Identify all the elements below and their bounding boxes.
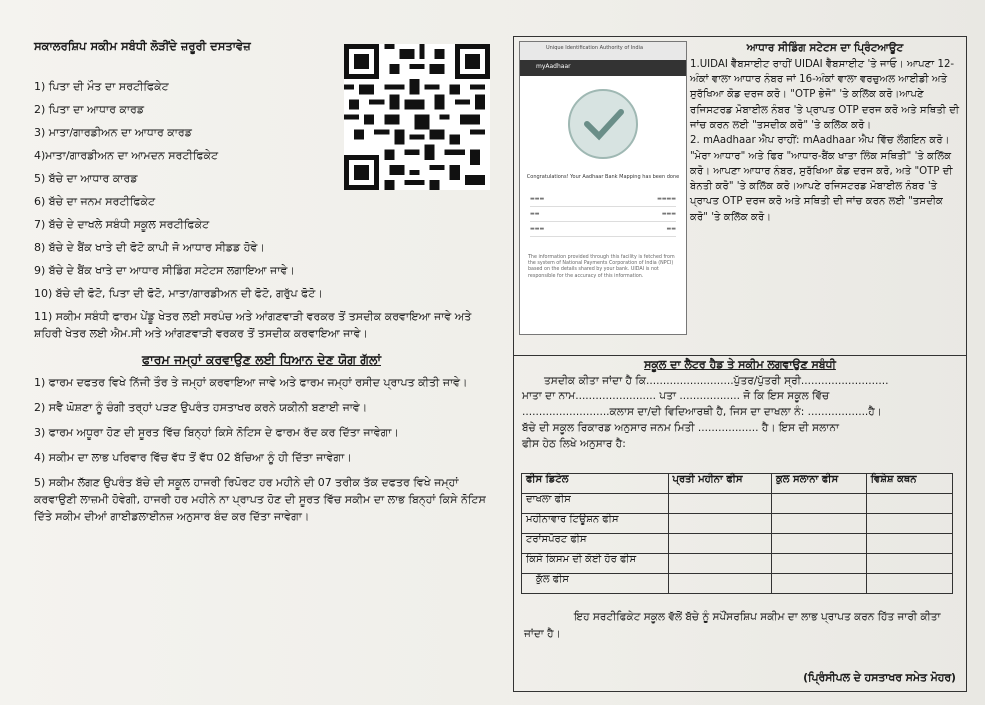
- certificate-line: ਫੀਸ ਹੇਠ ਲਿਖੇ ਅਨੁਸਾਰ ਹੈ:: [522, 438, 626, 451]
- document-item: 4)ਮਾਤਾ/ਗਾਰਡੀਅਨ ਦਾ ਆਮਦਨ ਸਰਟੀਫਿਕੇਟ: [34, 148, 219, 162]
- table-row: [522, 514, 953, 534]
- document-item: 6) ਬੱਚੇ ਦਾ ਜਨਮ ਸਰਟੀਫਿਕੇਟ: [34, 195, 156, 209]
- app-bar: [520, 60, 686, 76]
- certificate-statement: ਇਹ ਸਰਟੀਫਿਕੇਟ ਸਕੂਲ ਵੱਲੋਂ ਬੱਚੇ ਨੂੰ ਸਪੌਂਸਰਸ਼ਿਪ ਸਕੀਮ ਦਾ ਲਾਭ ਪ੍ਰਾਪਤ ਕਰਨ ਹਿੱਤ ਜਾਰੀ ਕੀਤਾ ਜਾਂਦਾ ਹੈ।: [524, 611, 941, 640]
- table-cell: [771, 534, 866, 554]
- app-detail-rows: [530, 192, 676, 237]
- document-item: 9) ਬੱਚੇ ਦੇ ਬੈਂਕ ਖਾਤੇ ਦਾ ਆਧਾਰ ਸੀਡਿੰਗ ਸਟੇਟਸ ਲਗਾਇਆ ਜਾਵੇ।: [34, 264, 295, 278]
- fee-type: ਕਿਸੇ ਕਿਸਮ ਦੀ ਕੋਈ ਹੋਰ ਫੀਸ: [522, 554, 669, 574]
- document-item: 10) ਬੱਚੇ ਦੀ ਫੋਟੋ, ਪਿਤਾ ਦੀ ਫੋਟੋ, ਮਾਤਾ/ਗਾਰਡੀਅਨ ਦੀ ਫੋਟੋ, ਗਰੁੱਪ ਫੋਟੋ।: [34, 287, 323, 301]
- aadhaar-step-app: 2. mAadhaar ਐਪ ਰਾਹੀਂ: mAadhaar ਐਪ ਵਿੱਚ ਲੌਗਇਨ ਕਰੋ। "ਮੇਰਾ ਆਧਾਰ" ਅਤੇ ਫਿਰ "ਆਧਾਰ-ਬੈਂਕ ਖਾਤਾ ਲਿੰਕ ਸਥਿਤੀ" 'ਤੇ ਕਲਿੱਕ ਕਰੋ। ਆਪਣਾ ਆਧਾਰ ਨੰਬਰ, ਸੁਰੱਖਿਆ ਕੋਡ ਦਰਜ ਕਰੋ, ਅਤੇ "OTP ਦੀ ਬੇਨਤੀ ਕਰੋ" 'ਤੇ ਕਲਿੱਕ ਕਰੋ।ਆਪਣੇ ਰਜਿਸਟਰਡ ਮੋਬਾਈਲ ਨੰਬਰ 'ਤੇ ਪ੍ਰਾਪਤ OTP ਦਰਜ ਕਰੋ ਅਤੇ ਸਥਿਤੀ ਦੀ ਜਾਂਚ ਕਰਨ ਲਈ "ਤਸਦੀਕ ਕਰੋ" 'ਤੇ ਕਲਿੱਕ ਕਰੋ।: [690, 135, 953, 223]
- table-cell: [866, 514, 952, 534]
- app-footnote: The information provided through this facility is fetched from the system of National Payments Corporation of India (NPCI) based on the details shared by your bank. UIDAI is not responsible for the accuracy of this information.: [528, 255, 675, 279]
- table-cell: [668, 554, 771, 574]
- qr-code: [344, 44, 490, 190]
- table-cell: [866, 494, 952, 514]
- aadhaar-step-website: 1.UIDAI ਵੈੱਬਸਾਈਟ ਰਾਹੀਂ UIDAI ਵੈੱਬਸਾਈਟ 'ਤੇ ਜਾਓ। ਆਪਣਾ 12-ਅੰਕਾਂ ਵਾਲਾ ਆਧਾਰ ਨੰਬਰ ਜਾਂ 16-ਅੰਕਾਂ ਵਾਲਾ ਵਰਚੁਅਲ ਆਈਡੀ ਅਤੇ ਸੁਰੱਖਿਆ ਕੋਡ ਦਰਜ ਕਰੋ। "OTP ਭੇਜੋ" 'ਤੇ ਕਲਿੱਕ ਕਰੋ।ਆਪਣੇ ਰਜਿਸਟਰਡ ਮੋਬਾਈਲ ਨੰਬਰ 'ਤੇ ਪ੍ਰਾਪਤ OTP ਦਰਜ ਕਰੋ ਅਤੇ ਸਥਿਤੀ ਦੀ ਜਾਂਚ ਕਰਨ ਲਈ "ਤਸਦੀਕ ਕਰੋ" 'ਤੇ ਕਲਿੱਕ ਕਰੋ।: [690, 58, 960, 131]
- table-header: ਫੀਸ ਡਿਟੇਲ: [522, 474, 669, 494]
- certificate-line: ਬੱਚੇ ਦੀ ਸਕੂਲ ਰਿਕਾਰਡ ਅਨੁਸਾਰ ਜਨਮ ਮਿਤੀ .................. ਹੈ। ਇਸ ਦੀ ਸਲਾਨਾ: [522, 422, 839, 435]
- table-row: [522, 534, 953, 554]
- note-item: 3) ਫਾਰਮ ਅਧੂਰਾ ਹੋਣ ਦੀ ਸੂਰਤ ਵਿੱਚ ਬਿਨ੍ਹਾਂ ਕਿਸੇ ਨੋਟਿਸ ਦੇ ਫਾਰਮ ਰੱਦ ਕਰ ਦਿੱਤਾ ਜਾਵੇਗਾ।: [34, 425, 399, 439]
- fee-type: ਟਰਾਂਸਪੋਰਟ ਫੀਸ: [522, 534, 669, 554]
- certificate-line: ਮਾਤਾ ਦਾ ਨਾਮ........................ ਪਤਾ .................. ਜੋ ਕਿ ਇਸ ਸਕੂਲ ਵਿੱਚ: [522, 390, 830, 403]
- table-header: ਵਿਸ਼ੇਸ਼ ਕਥਨ: [866, 474, 952, 494]
- app-title: Unique Identification Authority of India: [546, 45, 644, 51]
- table-cell: [771, 574, 866, 594]
- school-certificate-title: ਸਕੂਲ ਦਾ ਲੈਟਰ ਹੈਡ ਤੇ ਸਕੀਮ ਲਗਵਾਉਣ ਸਬੰਧੀ: [644, 358, 836, 371]
- fee-type: ਕੁੱਲ ਫੀਸ: [522, 574, 669, 594]
- table-cell: [771, 514, 866, 534]
- aadhaar-app-screenshot: [519, 41, 687, 335]
- document-item: 5) ਬੱਚੇ ਦਾ ਆਧਾਰ ਕਾਰਡ: [34, 172, 138, 185]
- app-detail-row: ▬▬▬ ▬▬▬▬: [530, 192, 676, 207]
- table-cell: [866, 534, 952, 554]
- table-cell: [668, 514, 771, 534]
- right-panel: [513, 36, 967, 692]
- app-success-message: Congratulations! Your Aadhaar Bank Mapping has been done: [526, 174, 680, 180]
- table-header-row: [522, 474, 953, 494]
- table-row: [522, 554, 953, 574]
- table-row: [522, 574, 953, 594]
- table-header: ਪ੍ਰਤੀ ਮਹੀਨਾ ਫੀਸ: [668, 474, 771, 494]
- app-detail-row: ▬▬▬ ▬▬: [530, 222, 676, 237]
- school-certificate: [514, 357, 966, 453]
- app-detail-row: ▬▬ ▬▬▬: [530, 207, 676, 222]
- app-bar-label: myAadhaar: [536, 63, 571, 70]
- divider: [514, 355, 966, 356]
- document-item: 2) ਪਿਤਾ ਦਾ ਆਧਾਰ ਕਾਰਡ: [34, 102, 145, 116]
- note-item: 5) ਸਕੀਮ ਲੱਗਣ ਉਪਰੰਤ ਬੱਚੇ ਦੀ ਸਕੂਲ ਹਾਜਰੀ ਰਿਪੋਰਟ ਹਰ ਮਹੀਨੇ ਦੀ 07 ਤਰੀਕ ਤੱਕ ਦਫਤਰ ਵਿਖੇ ਜਮ੍ਹਾਂ ਕਰਵਾਉਣੀ ਲਾਜ਼ਮੀ ਹੋਵੇਗੀ, ਹਾਜਰੀ ਹਰ ਮਹੀਨੇ ਨਾ ਪ੍ਰਾਪਤ ਹੋਣ ਦੀ ਸੂਰਤ ਵਿੱਚ ਸਕੀਮ ਦਾ ਲਾਭ ਬਿਨ੍ਹਾਂ ਕਿਸੇ ਨੋਟਿਸ ਦਿੱਤੇ ਸਕੀਮ ਦੀਆਂ ਗਾਈਡਲਾਈਨਜ਼ ਅਨੁਸਾਰ ਬੰਦ ਕਰ ਦਿੱਤਾ ਜਾਵੇਗਾ।: [34, 475, 486, 524]
- fees-table: [521, 473, 953, 594]
- note-item: 2) ਸਵੈ ਘੋਸ਼ਣਾ ਨੂੰ ਚੰਗੀ ਤਰ੍ਹਾਂ ਪੜਣ ਉਪਰੰਤ ਹਸਤਾਖਰ ਕਰਨੇ ਯਕੀਨੀ ਬਣਾਈ ਜਾਵੇ।: [34, 400, 368, 414]
- table-cell: [866, 574, 952, 594]
- document-item: 11) ਸਕੀਮ ਸਬੰਧੀ ਫਾਰਮ ਪੇਂਡੂ ਖੇਤਰ ਲਈ ਸਰਪੰਚ ਅਤੇ ਆਂਗਣਵਾੜੀ ਵਰਕਰ ਤੋਂ ਤਸਦੀਕ ਕਰਵਾਇਆ ਜਾਵੇ ਅਤੇ ਸ਼ਹਿਰੀ ਖੇਤਰ ਲਈ ਐਮ.ਸੀ ਅਤੇ ਆਂਗਣਵਾੜੀ ਵਰਕਰ ਤੋਂ ਤਸਦੀਕ ਕਰਵਾਇਆ ਜਾਵੇ।: [34, 310, 472, 341]
- table-cell: [668, 534, 771, 554]
- fee-type: ਮਹੀਨਾਵਾਰ ਟਿਊਸ਼ਨ ਫੀਸ: [522, 514, 669, 534]
- table-cell: [771, 554, 866, 574]
- document-item: 3) ਮਾਤਾ/ਗਾਰਡੀਅਨ ਦਾ ਆਧਾਰ ਕਾਰਡ: [34, 125, 192, 139]
- aadhaar-status-title: ਆਧਾਰ ਸੀਡਿੰਗ ਸਟੇਟਸ ਦਾ ਪ੍ਰਿੰਟਆਊਟ: [746, 42, 904, 54]
- aadhaar-status-instructions: [690, 41, 960, 225]
- certificate-line: ਤਸਦੀਕ ਕੀਤਾ ਜਾਂਦਾ ਹੈ ਕਿ..........................ਪੁੱਤਰ/ਪੁੱਤਰੀ ਸ੍ਰੀ..........................: [544, 374, 889, 387]
- table-cell: [668, 574, 771, 594]
- certificate-line: ..........................ਕਲਾਸ ਦਾ/ਦੀ ਵਿਦਿਆਰਥੀ ਹੈ, ਜਿਸ ਦਾ ਦਾਖਲਾ ਨੰ: ..................ਹੈ।: [522, 406, 882, 419]
- note-item: 4) ਸਕੀਮ ਦਾ ਲਾਭ ਪਰਿਵਾਰ ਵਿੱਚ ਵੱਧ ਤੋਂ ਵੱਧ 02 ਬੱਚਿਆ ਨੂੰ ਹੀ ਦਿੱਤਾ ਜਾਵੇਗਾ।: [34, 450, 352, 464]
- table-header: ਕੁਲ ਸਲਾਨਾ ਫੀਸ: [771, 474, 866, 494]
- document-item: 7) ਬੱਚੇ ਦੇ ਦਾਖਲੇ ਸਬੰਧੀ ਸਕੂਲ ਸਰਟੀਫਿਕੇਟ: [34, 218, 210, 232]
- notes-list: [34, 374, 489, 525]
- document-item: 8) ਬੱਚੇ ਦੇ ਬੈਂਕ ਖਾਤੇ ਦੀ ਫੋਟੋ ਕਾਪੀ ਜੋ ਆਧਾਰ ਸੀਡਡ ਹੋਵੇ।: [34, 241, 265, 255]
- principal-signature-label: (ਪ੍ਰਿੰਸੀਪਲ ਦੇ ਹਸਤਾਖਰ ਸਮੇਤ ਮੋਹਰ): [803, 671, 956, 684]
- fee-type: ਦਾਖਲਾ ਫੀਸ: [522, 494, 669, 514]
- check-badge-icon: [520, 76, 686, 166]
- documents-title: ਸਕਾਲਰਸ਼ਿਪ ਸਕੀਮ ਸਬੰਧੀ ਲੋੜੀਂਦੇ ਜ਼ਰੂਰੀ ਦਸਤਾਵੇਜ਼: [34, 39, 251, 53]
- notes-title: ਫਾਰਮ ਜਮ੍ਹਾਂ ਕਰਵਾਉਣ ਲਈ ਧਿਆਨ ਦੇਣ ਯੋਗ ਗੱਲਾਂ: [142, 352, 381, 368]
- table-cell: [866, 554, 952, 574]
- table-row: [522, 494, 953, 514]
- note-item: 1) ਫਾਰਮ ਦਫਤਰ ਵਿਖੇ ਨਿੱਜੀ ਤੌਰ ਤੇ ਜਮ੍ਹਾਂ ਕਰਵਾਇਆ ਜਾਵੇ ਅਤੇ ਫਾਰਮ ਜਮ੍ਹਾਂ ਰਸੀਦ ਪ੍ਰਾਪਤ ਕੀਤੀ ਜਾਵੇ।: [34, 375, 468, 389]
- app-header: [520, 42, 686, 60]
- document-item: 1) ਪਿਤਾ ਦੀ ਮੌਤ ਦਾ ਸਰਟੀਫਿਕੇਟ: [34, 79, 169, 93]
- table-cell: [771, 494, 866, 514]
- table-cell: [668, 494, 771, 514]
